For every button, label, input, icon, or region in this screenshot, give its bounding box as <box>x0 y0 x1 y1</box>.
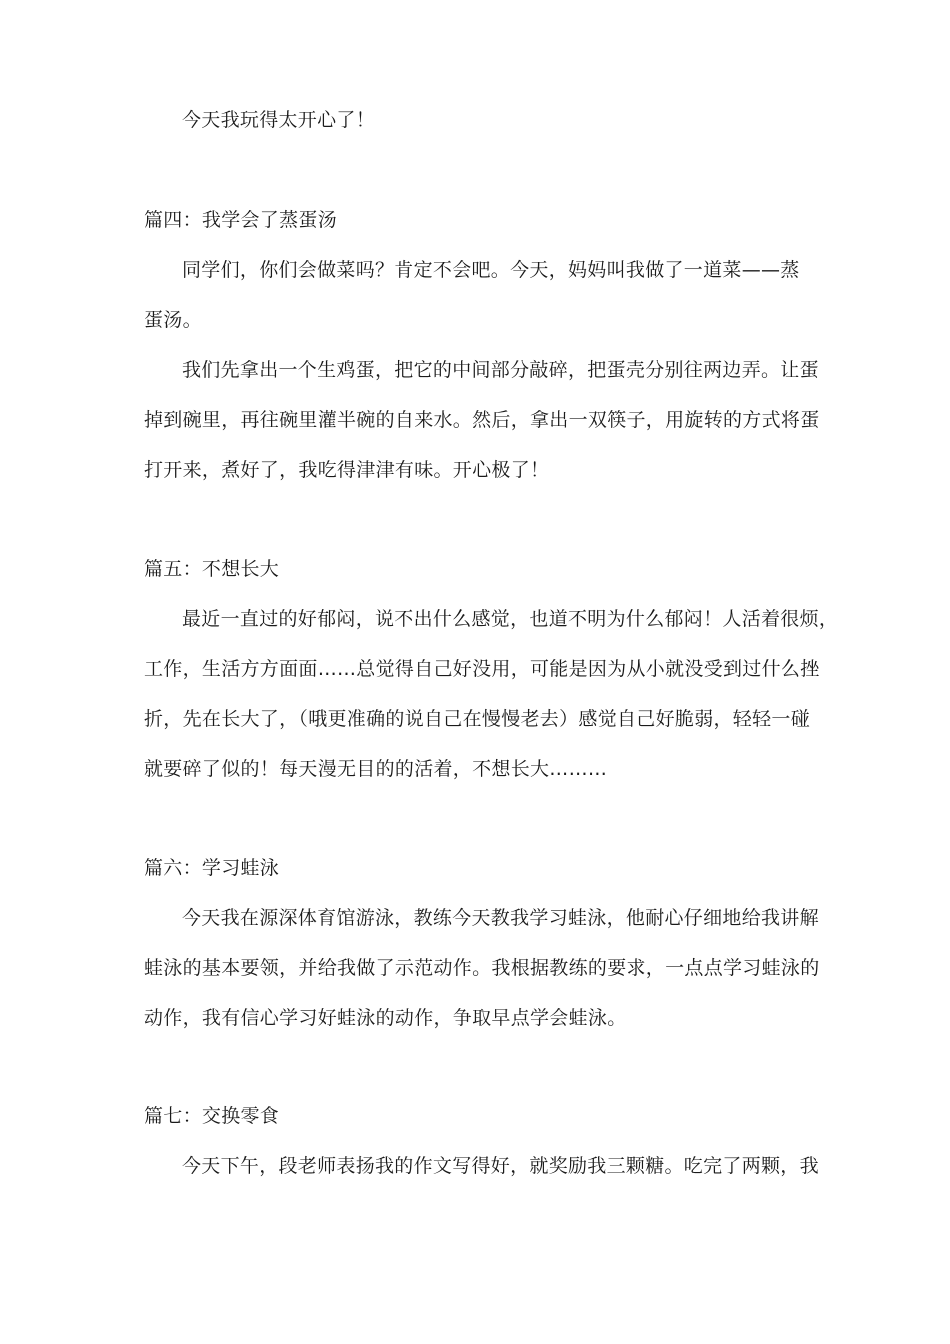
paragraph-line: 最近一直过的好郁闷，说不出什么感觉，也道不明为什么郁闷！人活着很烦， <box>182 608 839 630</box>
paragraph-line: 今天我玩得太开心了！ <box>182 109 376 131</box>
section-title: 篇五：不想长大 <box>144 558 280 580</box>
section-title: 篇七：交换零食 <box>144 1105 280 1127</box>
paragraph-line: 同学们，你们会做菜吗？肯定不会吧。今天，妈妈叫我做了一道菜——蒸 <box>182 259 800 281</box>
section-title: 篇六：学习蛙泳 <box>144 857 280 879</box>
paragraph-line: 蛙泳的基本要领，并给我做了示范动作。我根据教练的要求，一点点学习蛙泳的 <box>144 957 820 979</box>
paragraph-line: 工作，生活方方面面……总觉得自己好没用，可能是因为从小就没受到过什么挫 <box>144 658 820 680</box>
paragraph-line: 打开来，煮好了，我吃得津津有味。开心极了！ <box>144 459 550 481</box>
section-title: 篇四：我学会了蒸蛋汤 <box>144 209 338 231</box>
paragraph-line: 今天下午，段老师表扬我的作文写得好，就奖励我三颗糖。吃完了两颗，我 <box>182 1155 819 1177</box>
paragraph-line: 蛋汤。 <box>144 309 202 331</box>
paragraph-line: 今天我在源深体育馆游泳，教练今天教我学习蛙泳，他耐心仔细地给我讲解 <box>182 907 819 929</box>
paragraph-line: 就要碎了似的！每天漫无目的的活着，不想长大……… <box>144 758 608 780</box>
paragraph-line: 我们先拿出一个生鸡蛋，把它的中间部分敲碎，把蛋壳分别往两边弄。让蛋 <box>182 359 819 381</box>
paragraph-line: 动作，我有信心学习好蛙泳的动作，争取早点学会蛙泳。 <box>144 1007 627 1029</box>
paragraph-line: 折，先在长大了，（哦更准确的说自己在慢慢老去）感觉自己好脆弱，轻轻一碰 <box>144 708 811 730</box>
paragraph-line: 掉到碗里，再往碗里灌半碗的自来水。然后，拿出一双筷子，用旋转的方式将蛋 <box>144 409 820 431</box>
